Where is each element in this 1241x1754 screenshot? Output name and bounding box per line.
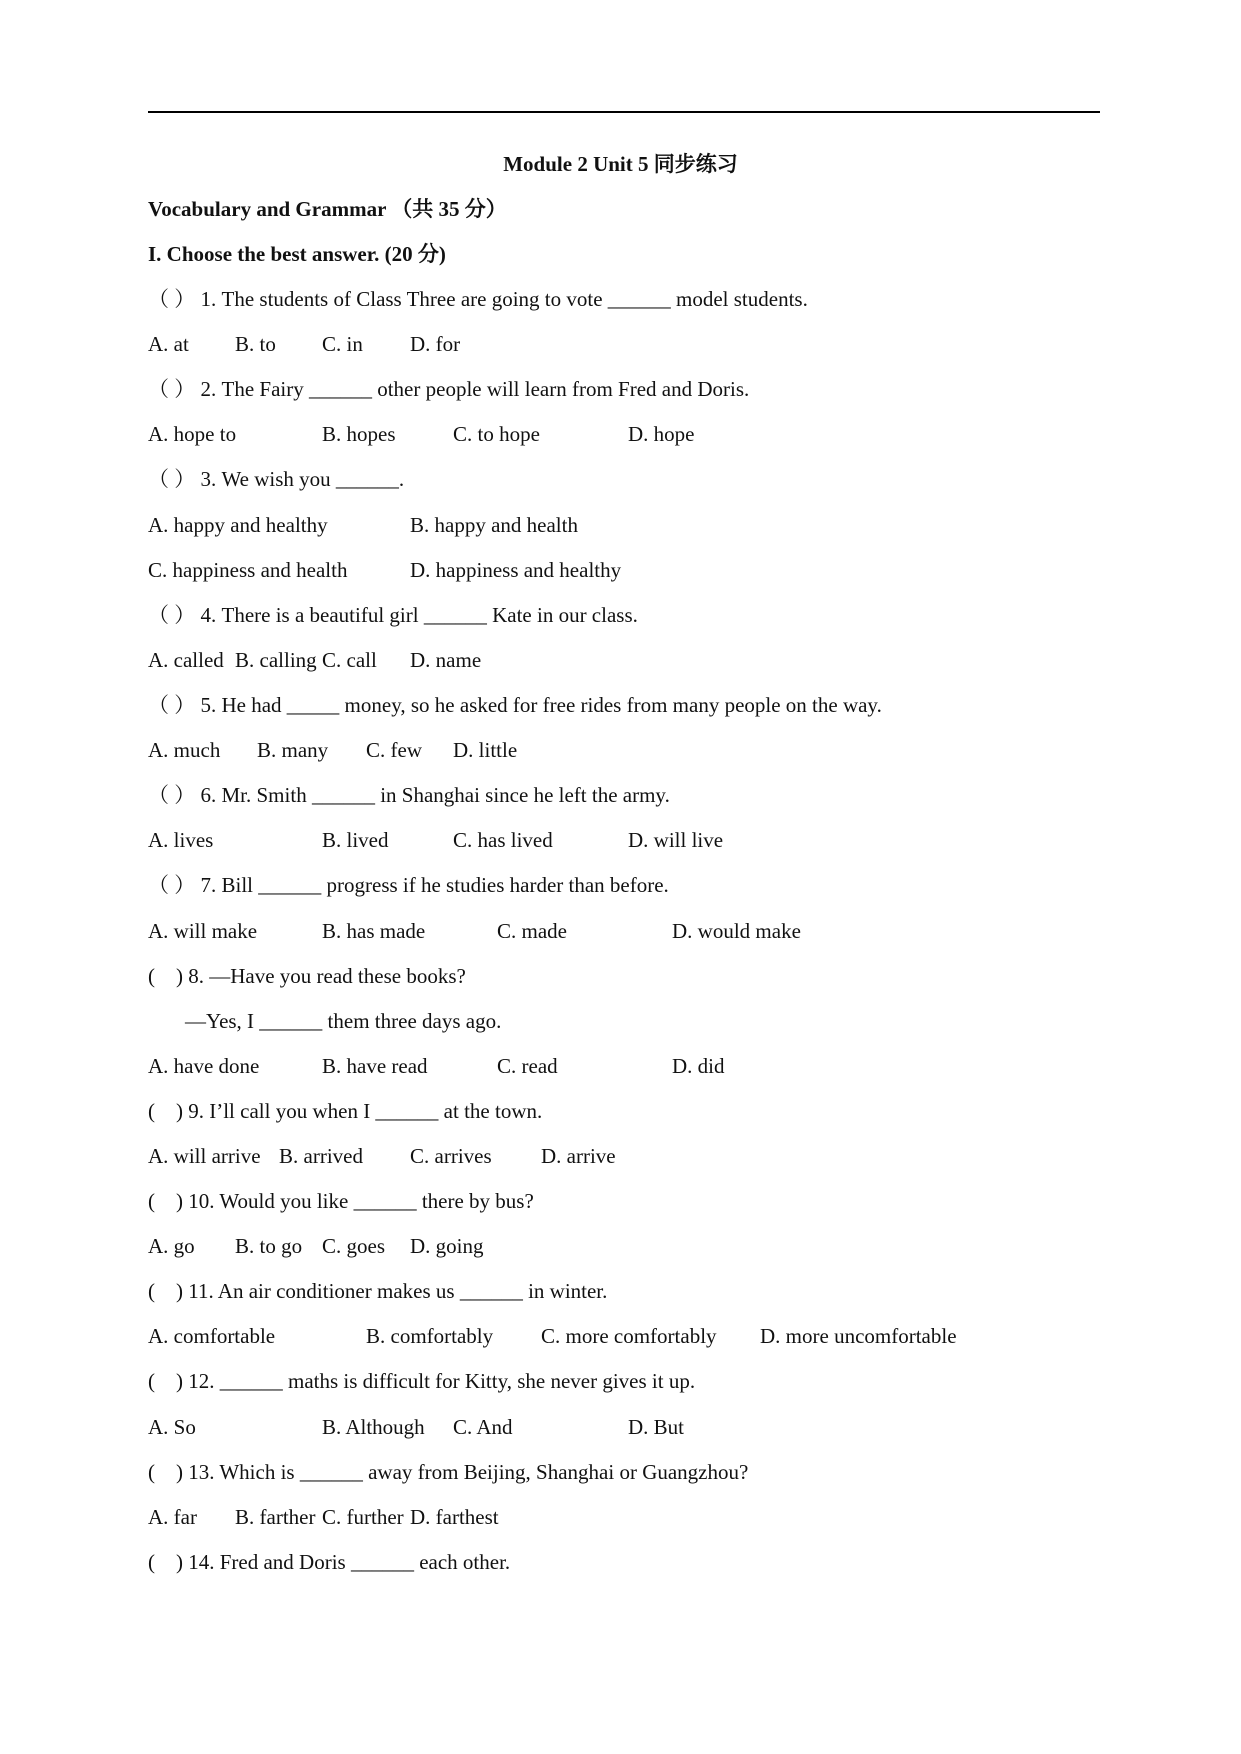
page-title: Module 2 Unit 5 同步练习 bbox=[503, 152, 738, 176]
option: C. further bbox=[322, 1505, 404, 1529]
question-stem: （ ） 2. The Fairy ______ other people will learn from Fred and Doris. bbox=[148, 377, 750, 401]
question-stem: ( ) 13. Which is ______ away from Beijing, Shanghai or Guangzhou? bbox=[148, 1460, 749, 1484]
option: A. far bbox=[148, 1505, 197, 1529]
question-stem: ( ) 12. ______ maths is difficult for Kitty, she never gives it up. bbox=[148, 1369, 696, 1393]
section-heading: Vocabulary and Grammar （共 35 分） bbox=[148, 197, 507, 221]
option: C. read bbox=[497, 1054, 558, 1078]
question-stem-continued: —Yes, I ______ them three days ago. bbox=[185, 1009, 502, 1033]
option: D. little bbox=[453, 738, 518, 762]
option: B. lived bbox=[322, 828, 389, 852]
option: D. did bbox=[672, 1054, 725, 1078]
option: B. arrived bbox=[279, 1144, 363, 1168]
option: B. farther bbox=[235, 1505, 316, 1529]
option: A. much bbox=[148, 738, 221, 762]
option: C. in bbox=[322, 332, 363, 356]
option: C. made bbox=[497, 919, 567, 943]
option: C. few bbox=[366, 738, 422, 762]
option: D. arrive bbox=[541, 1144, 616, 1168]
question-stem: ( ) 14. Fred and Doris ______ each other. bbox=[148, 1550, 511, 1574]
option: C. goes bbox=[322, 1234, 385, 1258]
part-heading: I. Choose the best answer. (20 分) bbox=[148, 242, 446, 266]
option: A. have done bbox=[148, 1054, 260, 1078]
option: C. has lived bbox=[453, 828, 553, 852]
option: A. will make bbox=[148, 919, 258, 943]
option: D. farthest bbox=[410, 1505, 499, 1529]
header-rule bbox=[148, 111, 1100, 113]
option: B. Although bbox=[322, 1415, 425, 1439]
option: B. happy and health bbox=[410, 513, 578, 537]
question-stem: （ ） 3. We wish you ______. bbox=[148, 467, 405, 491]
option: C. And bbox=[453, 1415, 513, 1439]
option: B. to bbox=[235, 332, 276, 356]
option: D. will live bbox=[628, 828, 724, 852]
option: B. comfortably bbox=[366, 1324, 494, 1348]
option: B. calling bbox=[235, 648, 317, 672]
option: A. called bbox=[148, 648, 224, 672]
option: A. happy and healthy bbox=[148, 513, 328, 537]
question-stem: （ ） 1. The students of Class Three are going to vote ______ model students. bbox=[148, 287, 808, 311]
option: B. many bbox=[257, 738, 329, 762]
option: A. So bbox=[148, 1415, 196, 1439]
option: A. will arrive bbox=[148, 1144, 261, 1168]
option: B. has made bbox=[322, 919, 426, 943]
question-stem: （ ） 6. Mr. Smith ______ in Shanghai since he left the army. bbox=[148, 783, 670, 807]
option: D. would make bbox=[672, 919, 801, 943]
option: D. But bbox=[628, 1415, 685, 1439]
option: D. happiness and healthy bbox=[410, 558, 622, 582]
question-stem: ( ) 10. Would you like ______ there by bus? bbox=[148, 1189, 534, 1213]
question-stem: （ ） 7. Bill ______ progress if he studies harder than before. bbox=[148, 873, 669, 897]
option: D. more uncomfortable bbox=[760, 1324, 957, 1348]
option: D. name bbox=[410, 648, 482, 672]
option: A. go bbox=[148, 1234, 195, 1258]
option: B. have read bbox=[322, 1054, 428, 1078]
option: D. for bbox=[410, 332, 461, 356]
question-stem: ( ) 8. —Have you read these books? bbox=[148, 964, 466, 988]
option: A. lives bbox=[148, 828, 214, 852]
option: A. at bbox=[148, 332, 189, 356]
option: B. to go bbox=[235, 1234, 303, 1258]
option: C. more comfortably bbox=[541, 1324, 717, 1348]
question-stem: ( ) 9. I’ll call you when I ______ at the town. bbox=[148, 1099, 543, 1123]
question-stem: （ ） 4. There is a beautiful girl ______ Kate in our class. bbox=[148, 603, 638, 627]
question-stem: （ ） 5. He had _____ money, so he asked for free rides from many people on the way. bbox=[148, 693, 882, 717]
question-stem: ( ) 11. An air conditioner makes us ______ in winter. bbox=[148, 1279, 608, 1303]
option: A. comfortable bbox=[148, 1324, 276, 1348]
option: C. arrives bbox=[410, 1144, 492, 1168]
option: C. to hope bbox=[453, 422, 540, 446]
option: C. call bbox=[322, 648, 377, 672]
option: D. hope bbox=[628, 422, 695, 446]
option: D. going bbox=[410, 1234, 484, 1258]
option: A. hope to bbox=[148, 422, 237, 446]
option: C. happiness and health bbox=[148, 558, 348, 582]
option: B. hopes bbox=[322, 422, 396, 446]
